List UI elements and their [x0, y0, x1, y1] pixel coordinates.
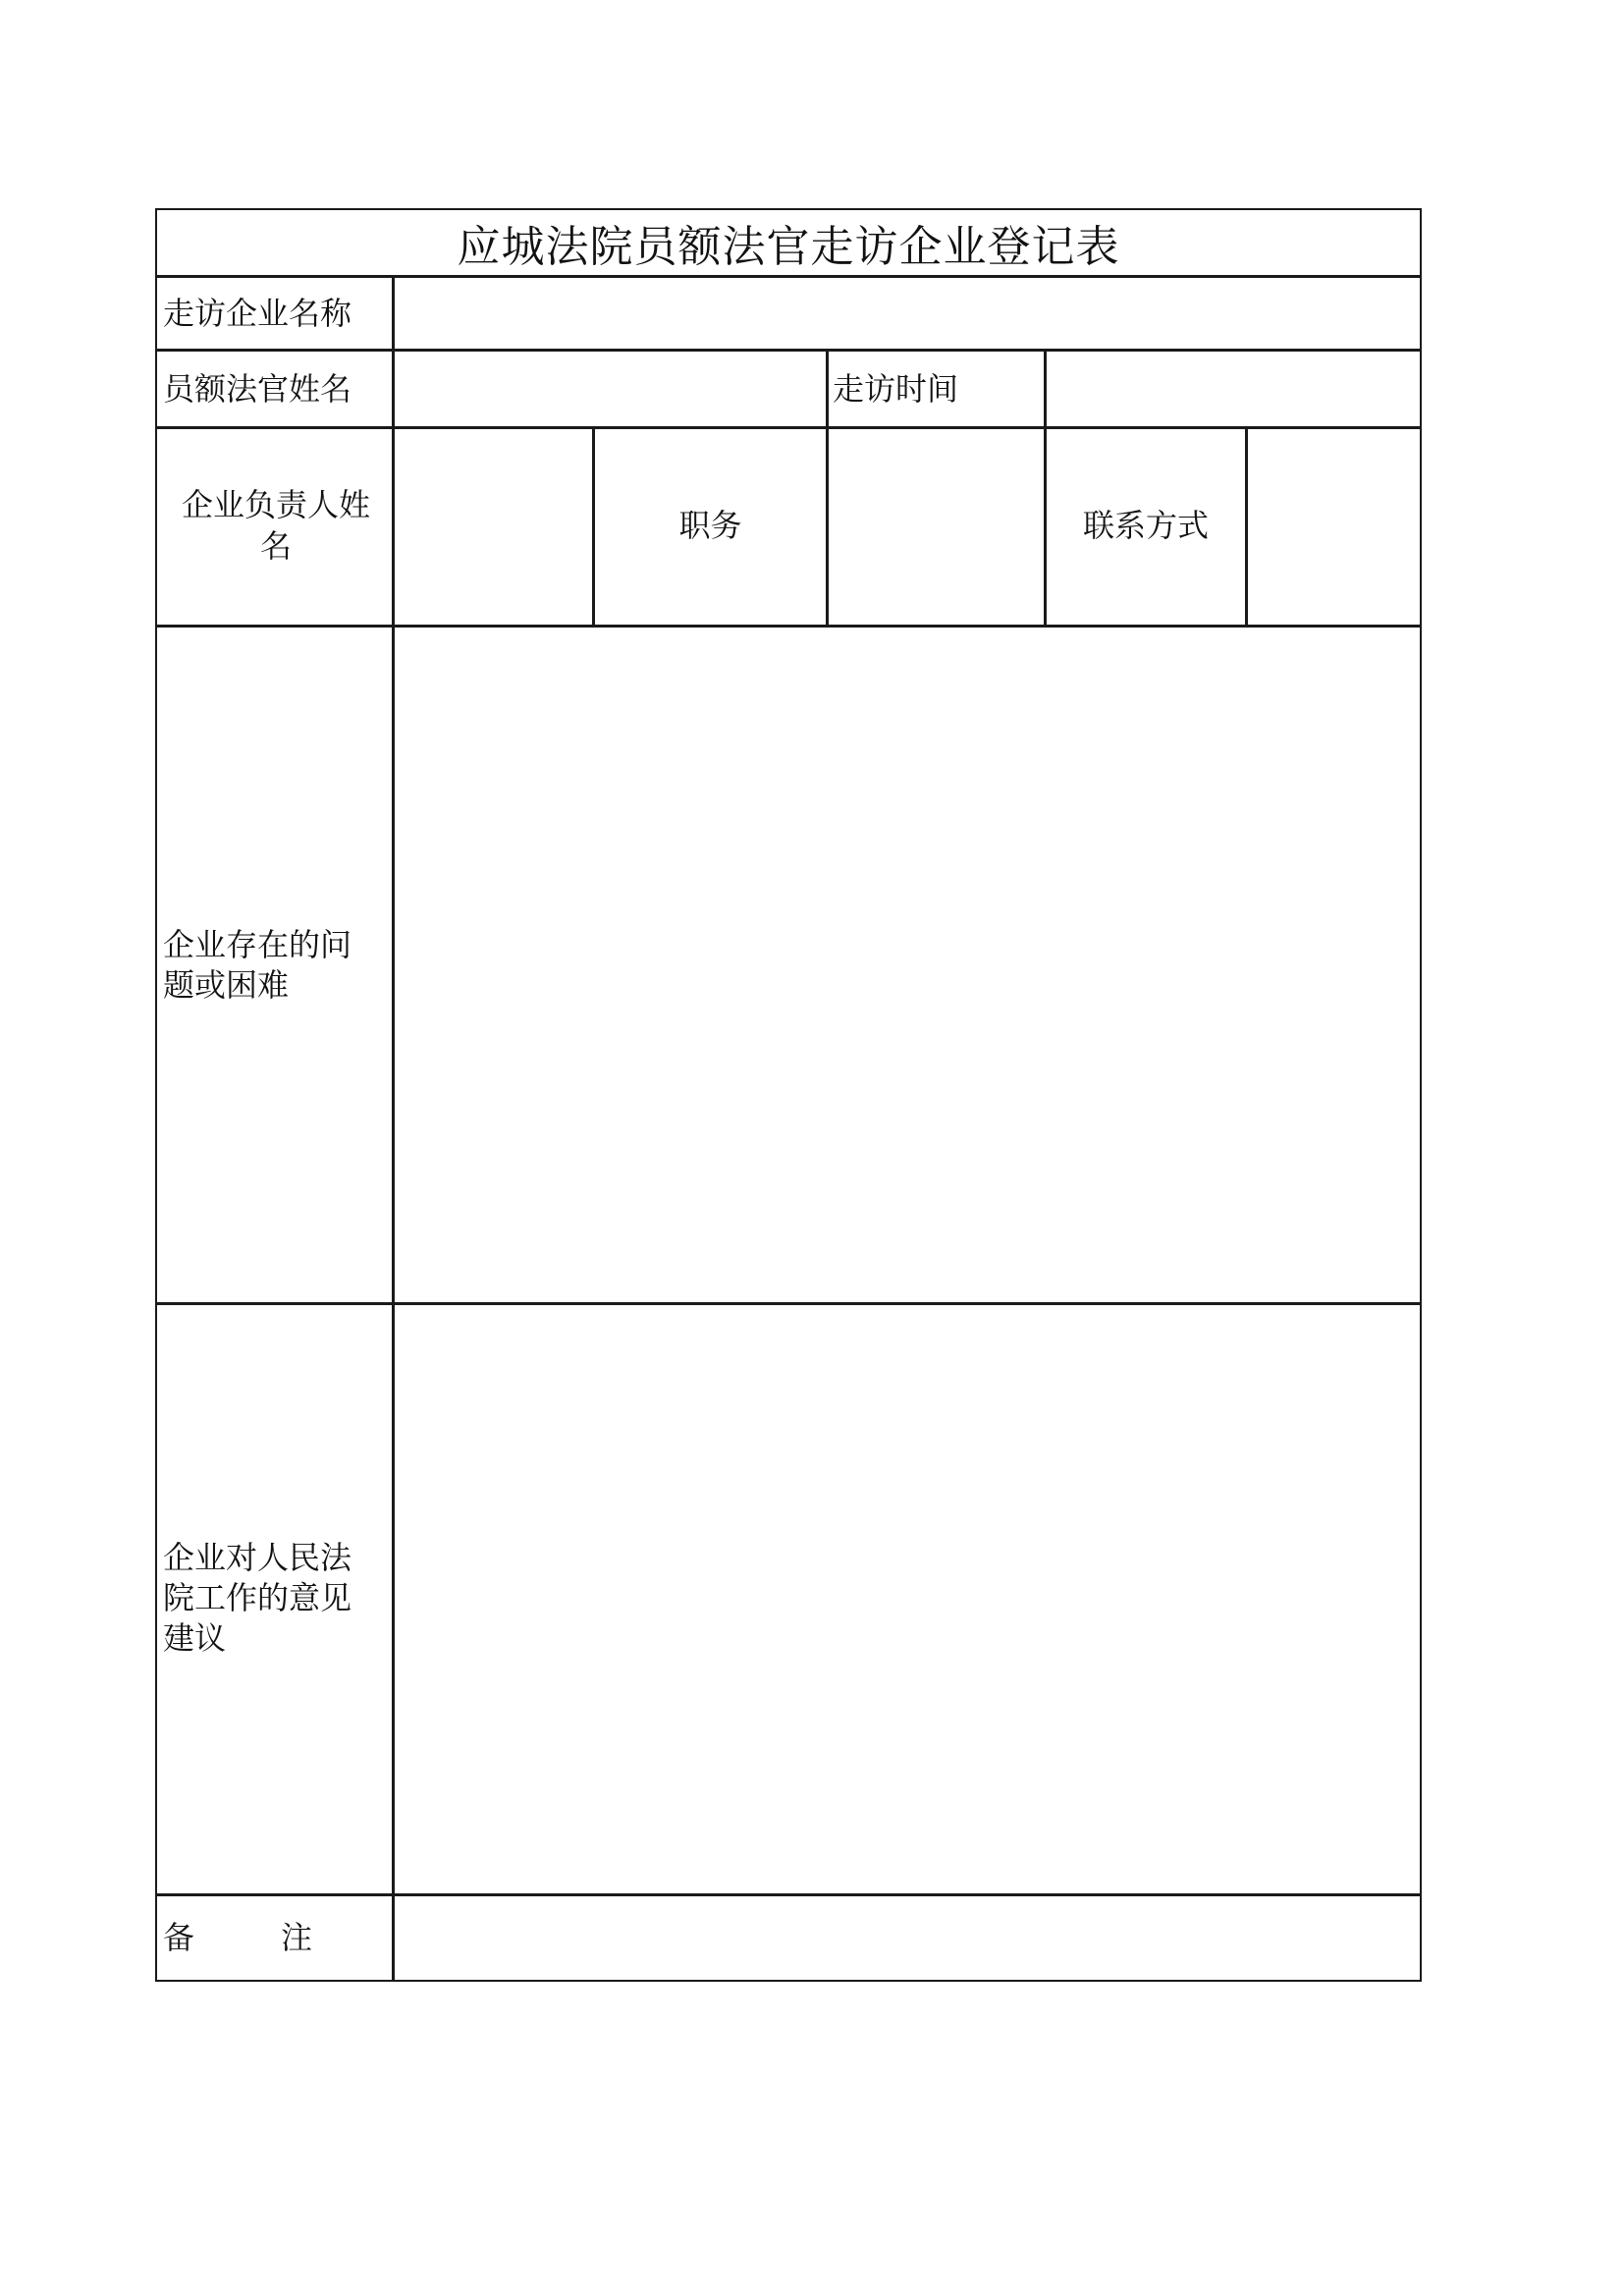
- divider: [157, 349, 1420, 352]
- position-label: 职务: [678, 507, 742, 544]
- visit-registration-form: [155, 208, 1422, 1982]
- divider: [1245, 426, 1248, 625]
- contact-label: 联系方式: [1082, 507, 1209, 544]
- divider: [157, 275, 1420, 278]
- visit-time-field[interactable]: [1055, 368, 1408, 410]
- problems-label: 企业存在的问题或困难: [163, 926, 352, 1004]
- judge-name-field[interactable]: [403, 368, 815, 410]
- leader-name-label: [175, 426, 377, 625]
- judge-name-label: 员额法官姓名: [163, 370, 352, 408]
- remarks-label: 备 注: [163, 1919, 321, 1956]
- visit-time-label: 走访时间: [833, 370, 959, 408]
- problems-field[interactable]: [403, 638, 1404, 1286]
- suggestions-label: 企业对人民法院工作的意见建议: [163, 1539, 352, 1657]
- position-field[interactable]: [835, 505, 1031, 546]
- divider: [826, 349, 829, 625]
- contact-field[interactable]: [1251, 505, 1408, 546]
- suggestions-field[interactable]: [403, 1316, 1404, 1876]
- divider: [157, 1302, 1420, 1305]
- leader-name-field[interactable]: [403, 505, 579, 546]
- divider: [157, 625, 1420, 628]
- remarks-field[interactable]: [403, 1917, 1404, 1958]
- leader-name-label-text: 企业负责人姓名: [181, 486, 370, 565]
- form-title: 应城法院员额法官走访企业登记表: [457, 222, 1120, 272]
- divider: [157, 1893, 1420, 1896]
- company-name-field[interactable]: [403, 293, 1404, 334]
- company-name-label: 走访企业名称: [163, 295, 352, 332]
- divider: [392, 275, 395, 1982]
